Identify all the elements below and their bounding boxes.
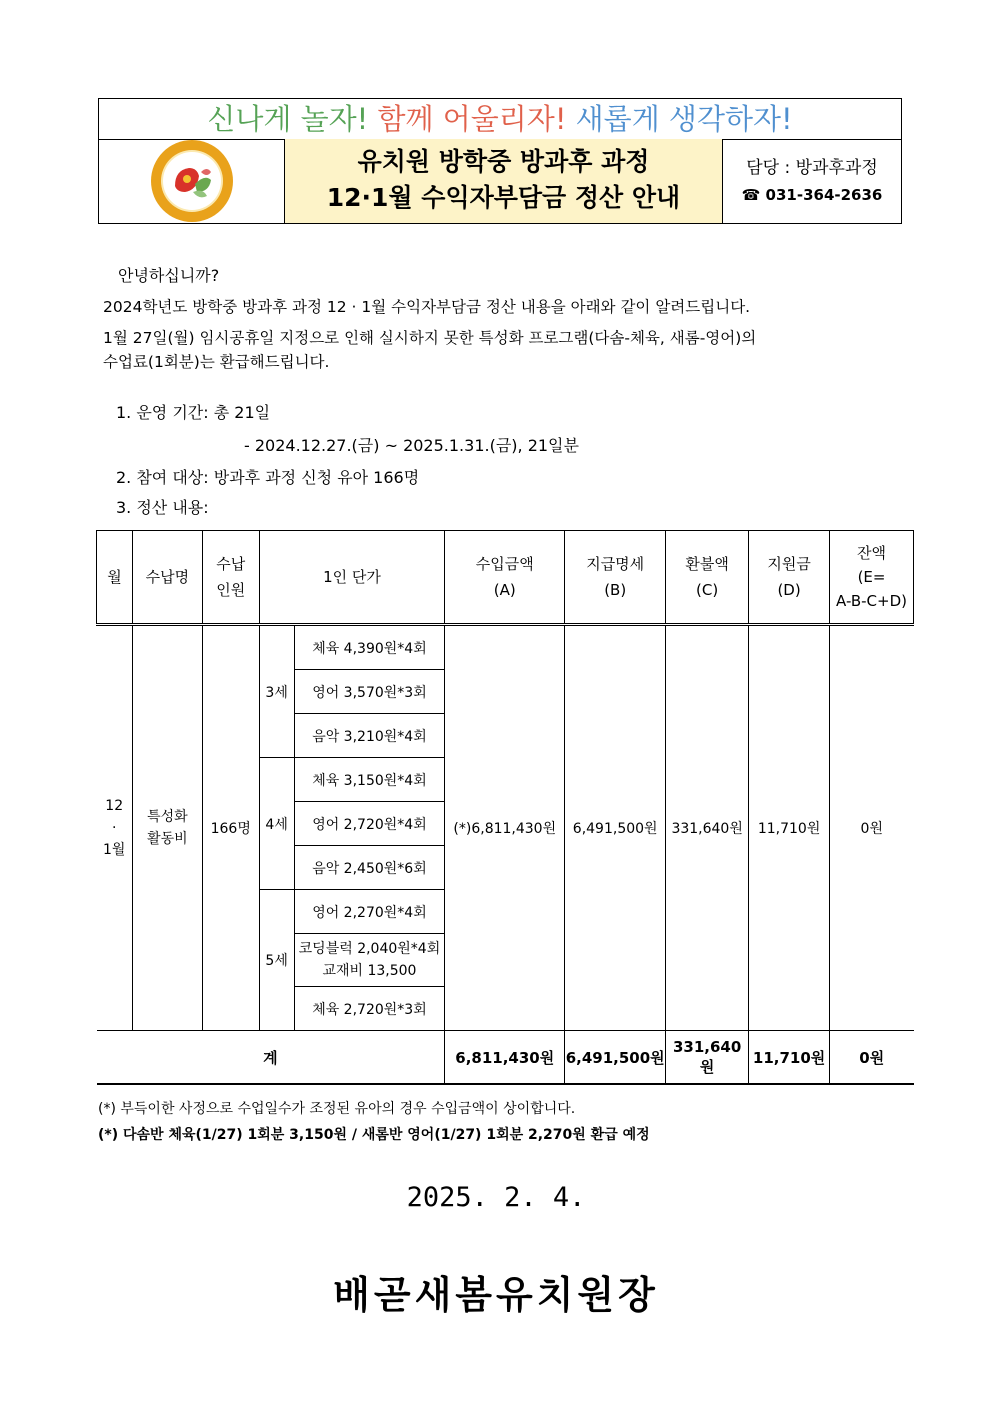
name-l1: 특성화 [147, 809, 188, 825]
unit-item: 음악 2,450원*6회 [294, 846, 445, 890]
signature: 배곧새봄유치원장 [333, 1272, 659, 1317]
unit-item: 체육 3,150원*4회 [294, 758, 445, 802]
header-balance [830, 531, 914, 625]
contact-phone: ☎ 031-364-2636 [741, 186, 883, 204]
name-l2: 활동비 [147, 831, 188, 847]
unit-item: 체육 2,720원*3회 [294, 987, 445, 1031]
cell-name [132, 625, 202, 1031]
cell-refund: 331,640원 [666, 625, 749, 1031]
total-support: 11,710원 [749, 1031, 830, 1085]
slogan-part-3: 새롭게 생각하자! [575, 102, 793, 136]
unit-item: 영어 2,270원*4회 [294, 890, 445, 934]
header-balance-l3: A-B-C+D) [836, 592, 907, 610]
unit-item-coding-price: 코딩블럭 2,040원*4회 [298, 941, 441, 957]
total-refund: 331,640원 [666, 1031, 749, 1085]
header-pay-l2: (B) [604, 581, 627, 599]
header-balance-l2: (E= [857, 568, 886, 586]
header-month: 월 [97, 531, 133, 625]
header-support [749, 531, 830, 625]
cell-balance: 0원 [830, 625, 914, 1031]
note-1: (*) 부득이한 사정으로 수업일수가 조정된 유아의 경우 수입금액이 상이합니다. [98, 1101, 576, 1117]
header-refund [666, 531, 749, 625]
title-line-2: 12·1월 수익자부담금 정산 안내 [326, 183, 681, 212]
title-line-1: 유치원 방학중 방과후 과정 [357, 147, 650, 176]
item-target: 2. 참여 대상: 방과후 과정 신청 유아 166명 [116, 468, 420, 487]
unit-item: 체육 4,390원*4회 [294, 625, 445, 670]
header-box [98, 98, 902, 224]
header-support-l2: (D) [777, 581, 801, 599]
header-count [202, 531, 259, 625]
intro-line-2: 1월 27일(월) 임시공휴일 지정으로 인해 실시하지 못한 특성화 프로그램(다솜-체육, 새롬-영어)의 [103, 329, 757, 347]
header-support-l1: 지원금 [767, 555, 811, 573]
note-2: (*) 다솜반 체육(1/27) 1회분 3,150원 / 새롬반 영어(1/27) 1회분 2,270원 환급 예정 [98, 1127, 650, 1143]
greeting: 안녕하십니까? [118, 266, 220, 285]
month-l3: 1월 [103, 842, 126, 858]
header-refund-l1: 환불액 [685, 555, 729, 573]
cell-income: (*)6,811,430원 [445, 625, 565, 1031]
unit-item: 영어 2,720원*4회 [294, 802, 445, 846]
header-balance-l1: 잔액 [857, 544, 887, 562]
slogan-part-2: 함께 어울리자! [377, 102, 567, 136]
header-name: 수납명 [132, 531, 202, 625]
header-count-l1: 수납 [216, 555, 246, 573]
total-label: 계 [97, 1031, 445, 1085]
cell-month [97, 625, 133, 1031]
table-total-row [97, 1031, 914, 1085]
unit-item-coding [294, 934, 445, 987]
cell-pay: 6,491,500원 [565, 625, 666, 1031]
item-period-detail: - 2024.12.27.(금) ~ 2025.1.31.(금), 21일분 [244, 436, 579, 455]
unit-item-coding-material: 교재비 13,500 [322, 963, 417, 979]
header-pay [565, 531, 666, 625]
cell-age-4: 4세 [259, 758, 294, 890]
cell-support: 11,710원 [749, 625, 830, 1031]
settlement-table [96, 530, 914, 1085]
header-count-l2: 인원 [216, 581, 246, 599]
intro-line-1: 2024학년도 방학중 방과후 과정 12 · 1월 수익자부담금 정산 내용을 아래와 같이 알려드립니다. [103, 298, 751, 316]
intro-line-3: 수업료(1회분)는 환급해드립니다. [103, 353, 330, 371]
unit-item: 영어 3,570원*3회 [294, 670, 445, 714]
contact-person: 담당 : 방과후과정 [746, 158, 878, 178]
table-row [97, 625, 914, 670]
total-income: 6,811,430원 [445, 1031, 565, 1085]
month-l1: 12 [105, 798, 124, 814]
total-balance: 0원 [830, 1031, 914, 1085]
header-income-l2: (A) [493, 581, 516, 599]
month-l2: · [111, 820, 117, 836]
title-cell [285, 139, 723, 223]
table-header-row [97, 531, 914, 625]
slogan [99, 99, 901, 140]
item-content: 3. 정산 내용: [116, 498, 209, 517]
cell-count: 166명 [202, 625, 259, 1031]
unit-item: 음악 3,210원*4회 [294, 714, 445, 758]
header-income [445, 531, 565, 625]
logo-cell [99, 139, 285, 223]
contact-cell [723, 139, 901, 223]
item-period: 1. 운영 기간: 총 21일 [116, 403, 271, 422]
cell-age-3: 3세 [259, 625, 294, 758]
header-pay-l1: 지급명세 [586, 555, 645, 573]
slogan-part-1: 신나게 놀자! [207, 102, 369, 136]
kindergarten-logo-icon [149, 138, 235, 224]
header-refund-l2: (C) [696, 581, 719, 599]
header-unit: 1인 단가 [259, 531, 445, 625]
header-income-l1: 수입금액 [475, 555, 534, 573]
total-pay: 6,491,500원 [565, 1031, 666, 1085]
document-date: 2025. 2. 4. [406, 1182, 586, 1213]
cell-age-5: 5세 [259, 890, 294, 1031]
